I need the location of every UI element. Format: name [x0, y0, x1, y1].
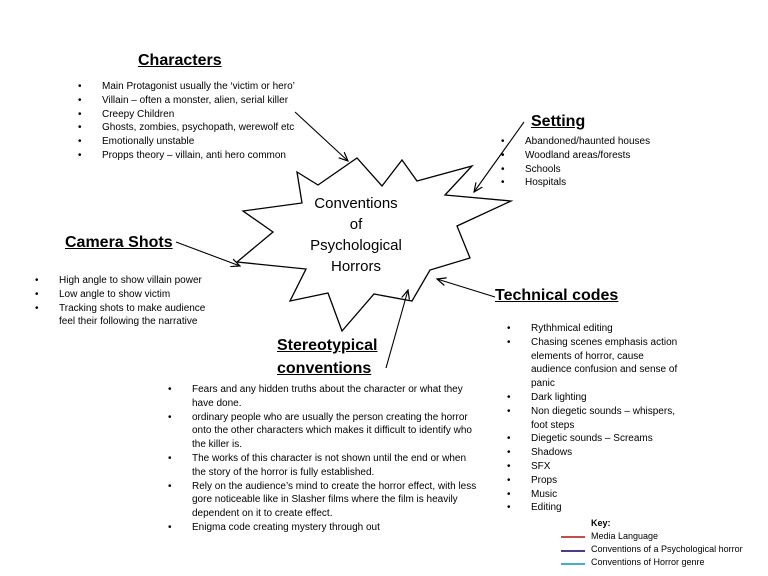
- list-item: • Woodland areas/forests: [525, 149, 650, 163]
- key-swatch-horror-genre: [561, 563, 585, 565]
- setting-heading: Setting: [531, 113, 586, 130]
- list-item: • Villain – often a monster, alien, serial killer: [102, 94, 295, 108]
- center-title-line: of: [349, 216, 363, 233]
- list-item: • Fears and any hidden truths about the character or what they have done.: [192, 383, 477, 411]
- arrow-stereotypical: [386, 290, 408, 368]
- list-item: • Schools: [525, 163, 650, 177]
- list-item: • Diegetic sounds – Screams: [531, 432, 681, 446]
- key-label: Conventions of a Psychological horror: [591, 544, 743, 554]
- stereotypical-heading-line1: Stereotypical: [277, 337, 378, 354]
- list-item: • Creepy Children: [102, 108, 295, 122]
- list-item: • SFX: [531, 460, 681, 474]
- setting-list: [525, 135, 650, 190]
- camera-shots-heading: Camera Shots: [65, 234, 173, 251]
- list-item: • Enigma code creating mystery through out: [192, 521, 477, 535]
- arrow-characters: [295, 112, 348, 161]
- key-swatch-psychological: [561, 550, 585, 552]
- arrow-setting: [474, 122, 524, 192]
- list-item: • Editing: [531, 501, 681, 515]
- stereotypical-heading-line2: conventions: [277, 360, 372, 377]
- list-item: • Music: [531, 488, 681, 502]
- camera-shots-list: [59, 274, 224, 329]
- list-item: • Props: [531, 474, 681, 488]
- key-label: Conventions of Horror genre: [591, 557, 705, 567]
- list-item: • Rythhmical editing: [531, 322, 681, 336]
- arrow-camera-shots: [176, 242, 240, 266]
- key-swatch-media-language: [561, 536, 585, 538]
- list-item: • Propps theory – villain, anti hero common: [102, 149, 295, 163]
- characters-heading: Characters: [138, 52, 222, 69]
- list-item: • Tracking shots to make audience feel their following the narrative: [59, 302, 224, 330]
- list-item: • The works of this character is not shown until the end or when the story of the horror is fully established.: [192, 452, 477, 480]
- list-item: • Emotionally unstable: [102, 135, 295, 149]
- list-item: • ordinary people who are usually the person creating the horror onto the other characters which makes it difficult to identify who the killer is.: [192, 411, 477, 452]
- list-item: • Abandoned/haunted houses: [525, 135, 650, 149]
- list-item: • Dark lighting: [531, 391, 681, 405]
- center-title: [290, 193, 422, 277]
- list-item: • Main Protagonist usually the ‘victim or hero’: [102, 80, 295, 94]
- technical-codes-list: [531, 322, 681, 515]
- center-title-line: Psychological: [310, 237, 402, 254]
- list-item: • Hospitals: [525, 176, 650, 190]
- characters-list: [102, 80, 295, 163]
- list-item: • Ghosts, zombies, psychopath, werewolf etc: [102, 121, 295, 135]
- technical-codes-heading: Technical codes: [495, 287, 619, 304]
- center-title-line: Conventions: [314, 195, 398, 212]
- arrow-technical-codes: [437, 279, 495, 297]
- list-item: • Low angle to show victim: [59, 288, 224, 302]
- list-item: • High angle to show villain power: [59, 274, 224, 288]
- key-label: Media Language: [591, 531, 659, 541]
- list-item: • Chasing scenes emphasis action elements of horror, cause audience confusion and sense of panic: [531, 336, 681, 391]
- key-title: Key:: [591, 518, 611, 528]
- list-item: • Rely on the audience’s mind to create the horror effect, with less gore noticeable like in Slasher films where the film is heavily dependent on it to create effect.: [192, 480, 477, 521]
- stereotypical-list: [192, 383, 477, 535]
- list-item: • Shadows: [531, 446, 681, 460]
- center-title-line: Horrors: [330, 258, 381, 275]
- list-item: • Non diegetic sounds – whispers, foot steps: [531, 405, 681, 433]
